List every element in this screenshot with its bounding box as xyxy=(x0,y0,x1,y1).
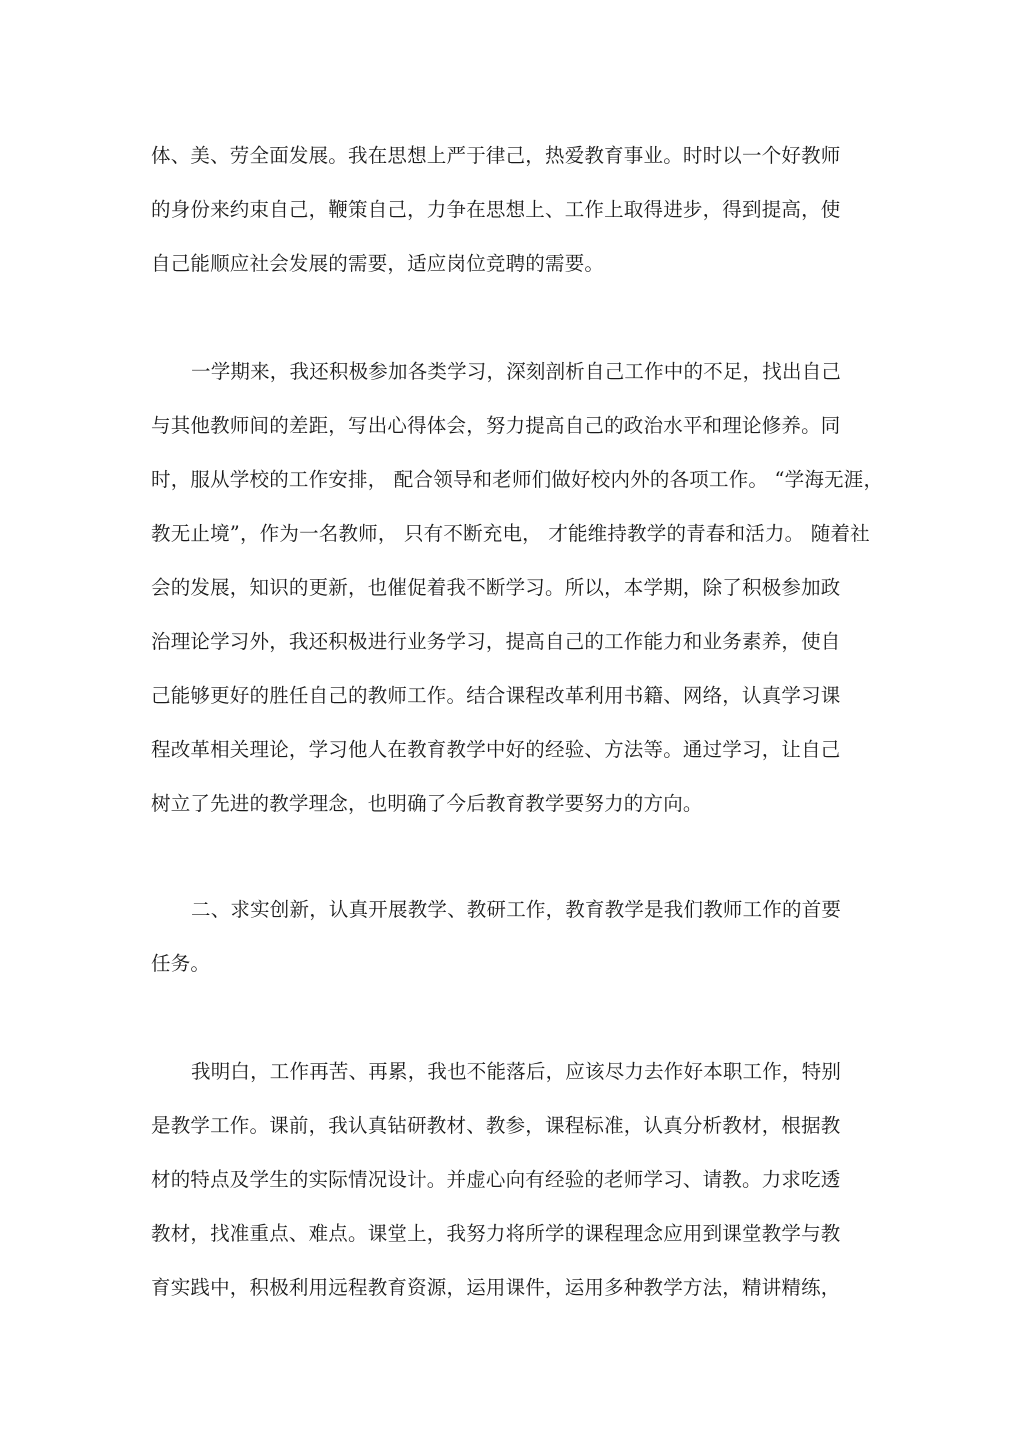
paragraph-4-line-4: 教材，找准重点、难点。课堂上，我努力将所学的课程理念应用到课堂教学与教 xyxy=(151,1222,841,1245)
paragraph-3-line-1: 二、求实创新，认真开展教学、教研工作，教育教学是我们教师工作的首要 xyxy=(191,898,842,921)
paragraph-2-line-8: 程改革相关理论，学习他人在教育教学中好的经验、方法等。通过学习，让自己 xyxy=(151,738,841,761)
paragraph-4-line-1: 我明白，工作再苦、再累，我也不能落后，应该尽力去作好本职工作，特别 xyxy=(191,1060,842,1083)
paragraph-2-line-4: 教无止境”，作为一名教师， 只有不断充电， 才能维持教学的青春和活力。 随着社 xyxy=(151,522,870,545)
paragraph-2-line-9: 树立了先进的教学理念，也明确了今后教育教学要努力的方向。 xyxy=(151,792,703,815)
paragraph-1-line-3: 自己能顺应社会发展的需要，适应岗位竞聘的需要。 xyxy=(151,252,605,275)
paragraph-2-line-5: 会的发展，知识的更新，也催促着我不断学习。所以，本学期，除了积极参加政 xyxy=(151,576,841,599)
paragraph-1-line-2: 的身份来约束自己，鞭策自己，力争在思想上、工作上取得进步，得到提高，使 xyxy=(151,198,841,221)
paragraph-4-line-5: 育实践中，积极利用远程教育资源，运用课件，运用多种教学方法，精讲精练， xyxy=(151,1276,841,1299)
paragraph-2-line-7: 己能够更好的胜任自己的教师工作。结合课程改革利用书籍、网络，认真学习课 xyxy=(151,684,841,707)
paragraph-3-line-2: 任务。 xyxy=(151,952,211,975)
paragraph-2-line-3: 时，服从学校的工作安排， 配合领导和老师们做好校内外的各项工作。 “学海无涯， xyxy=(151,468,884,491)
paragraph-2-line-2: 与其他教师间的差距，写出心得体会，努力提高自己的政治水平和理论修养。同 xyxy=(151,414,841,437)
paragraph-2-line-6: 治理论学习外，我还积极进行业务学习，提高自己的工作能力和业务素养，使自 xyxy=(151,630,841,653)
paragraph-2-line-1: 一学期来，我还积极参加各类学习，深刻剖析自己工作中的不足，找出自己 xyxy=(191,360,842,383)
paragraph-4-line-2: 是教学工作。课前，我认真钻研教材、教参，课程标准，认真分析教材，根据教 xyxy=(151,1114,841,1137)
paragraph-4-line-3: 材的特点及学生的实际情况设计。并虚心向有经验的老师学习、请教。力求吃透 xyxy=(151,1168,841,1191)
paragraph-1-line-1: 体、美、劳全面发展。我在思想上严于律己，热爱教育事业。时时以一个好教师 xyxy=(151,144,841,167)
